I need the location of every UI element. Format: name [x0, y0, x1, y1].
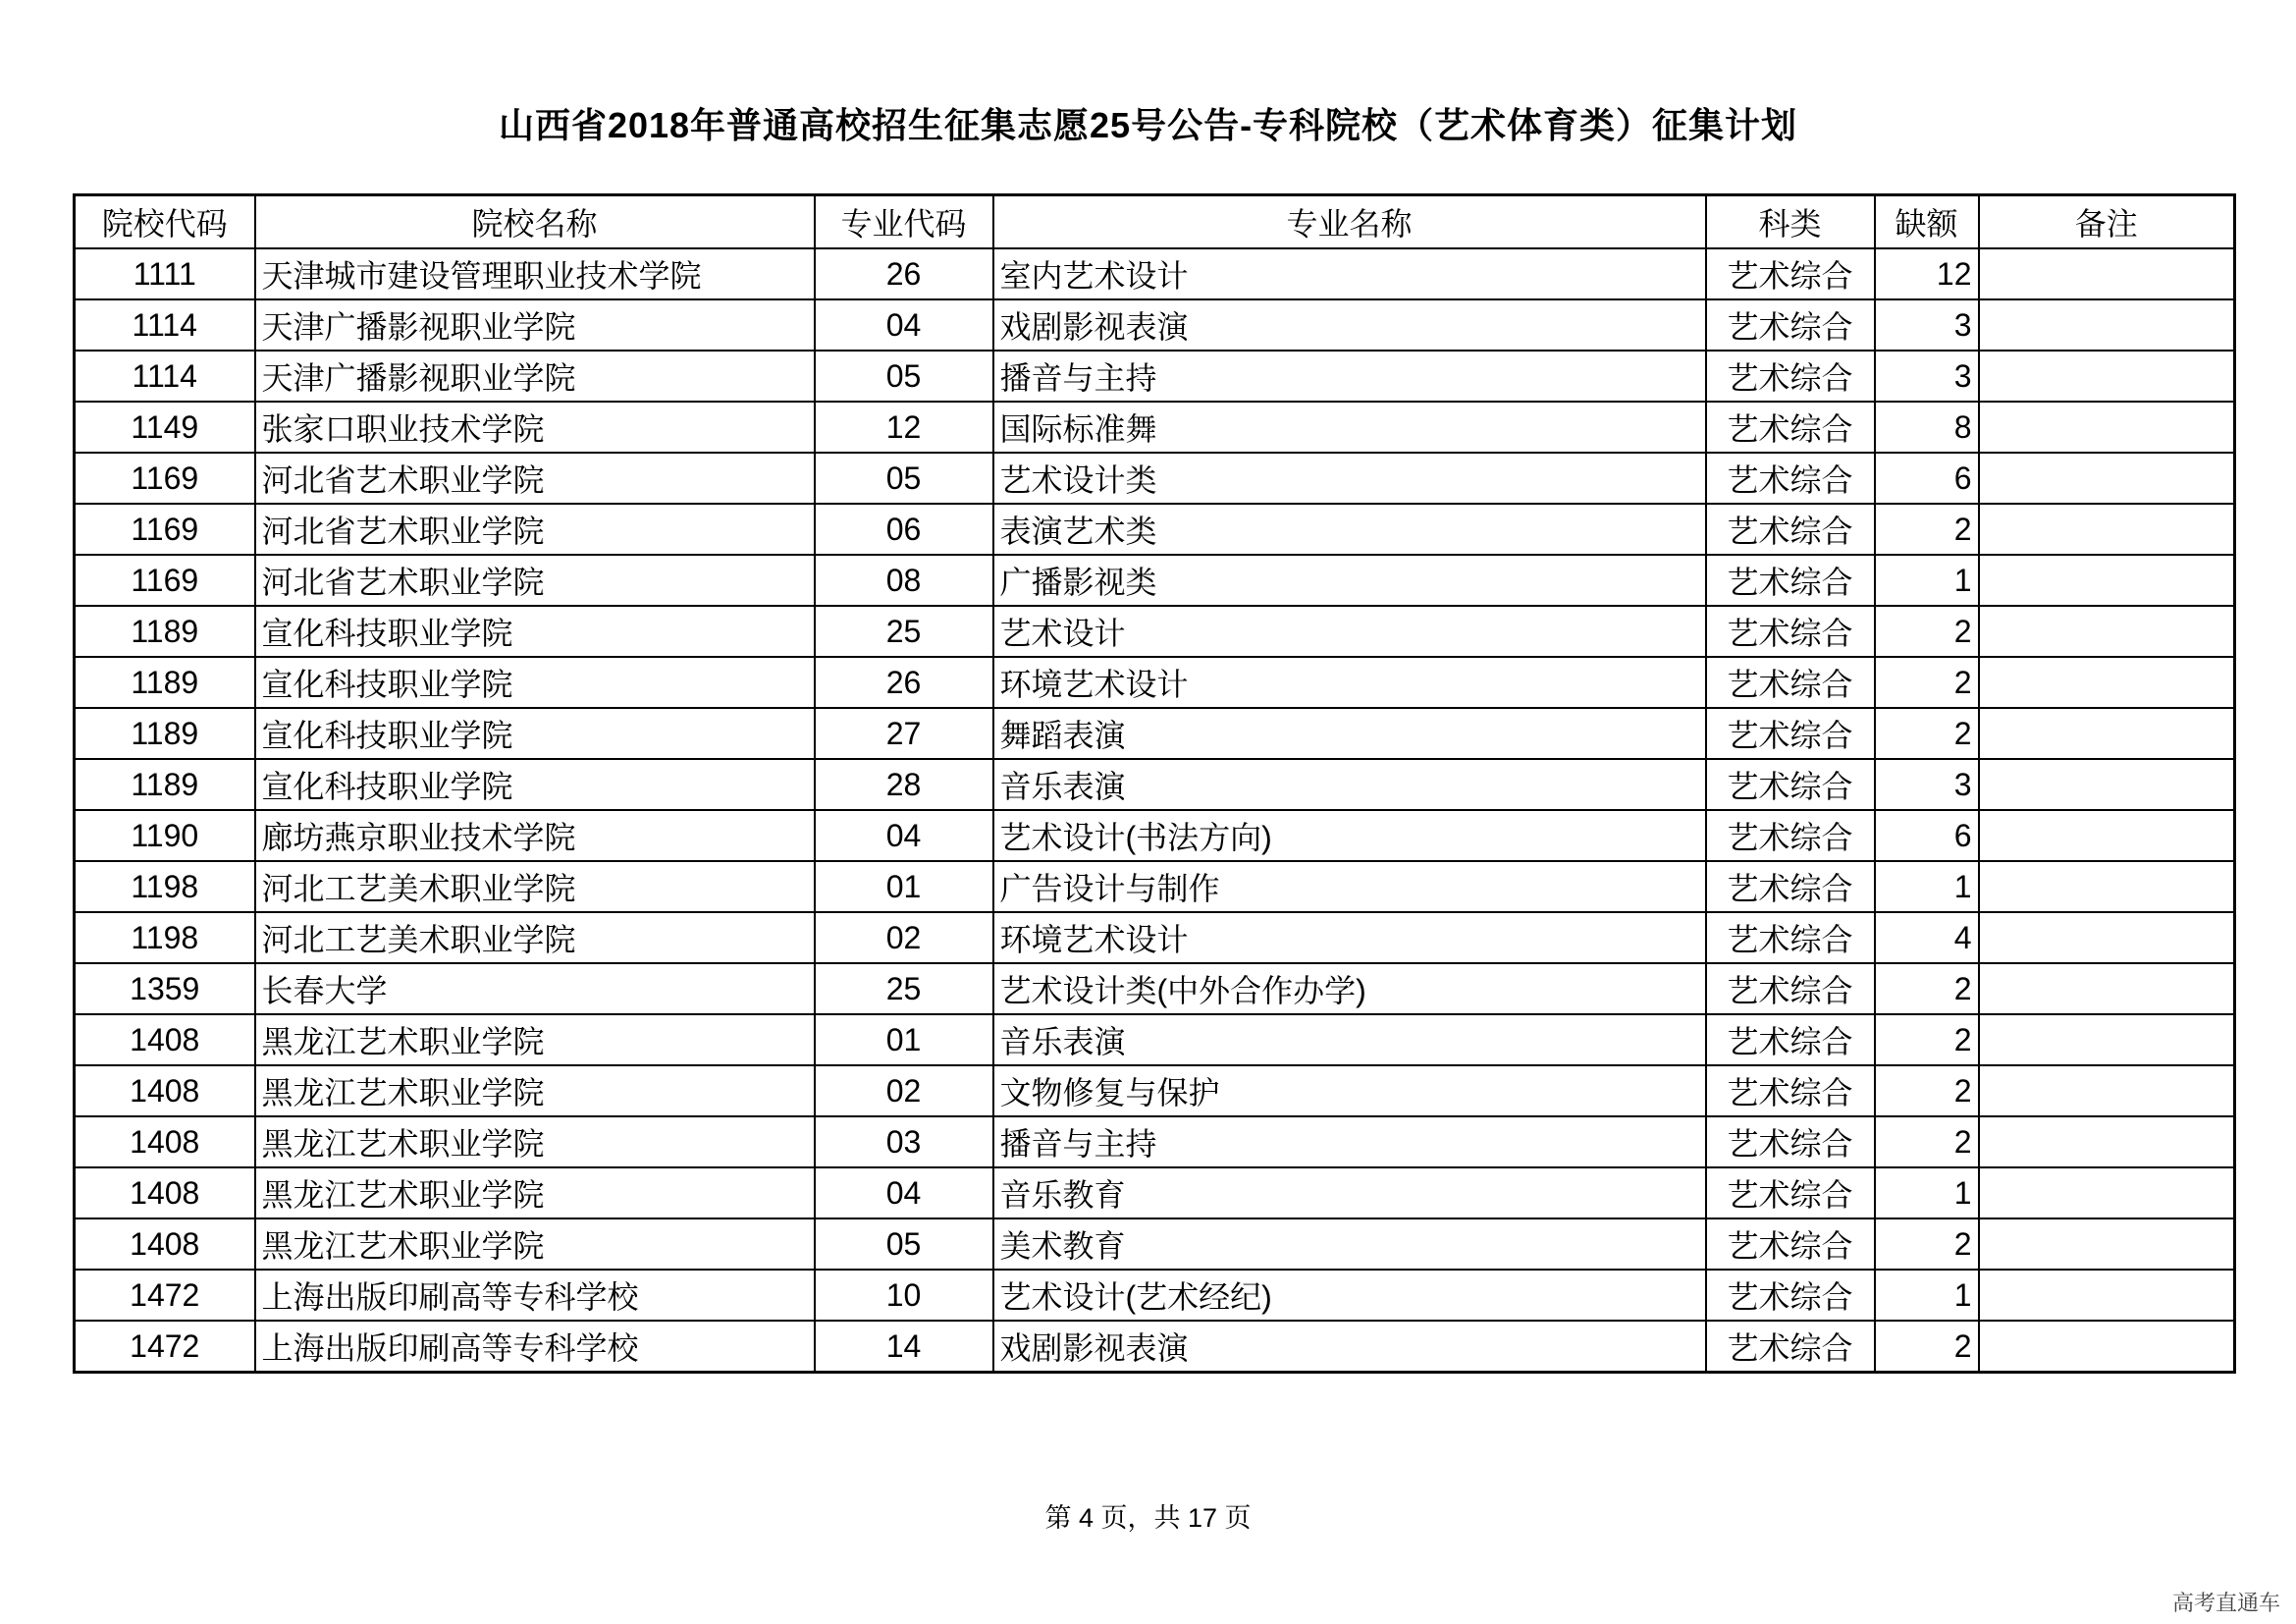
vacancy-cell: 6	[1875, 453, 1979, 504]
major-code-cell: 02	[815, 1065, 993, 1116]
school-name-cell: 宣化科技职业学院	[255, 657, 815, 708]
table-row	[75, 555, 2235, 606]
table-row	[75, 1270, 2235, 1321]
header-major-code: 专业代码	[815, 195, 993, 249]
school-code-cell: 1189	[75, 606, 255, 657]
school-name-cell: 天津广播影视职业学院	[255, 299, 815, 351]
category-cell: 艺术综合	[1706, 657, 1875, 708]
category-cell: 艺术综合	[1706, 963, 1875, 1014]
remarks-cell	[1979, 351, 2235, 402]
category-cell: 艺术综合	[1706, 1270, 1875, 1321]
category-cell: 艺术综合	[1706, 810, 1875, 861]
school-code-cell: 1198	[75, 861, 255, 912]
category-cell: 艺术综合	[1706, 504, 1875, 555]
vacancy-cell: 1	[1875, 555, 1979, 606]
table-row	[75, 963, 2235, 1014]
school-name-cell: 黑龙江艺术职业学院	[255, 1116, 815, 1167]
major-name-cell: 国际标准舞	[993, 402, 1706, 453]
remarks-cell	[1979, 963, 2235, 1014]
school-code-cell: 1169	[75, 555, 255, 606]
school-code-cell: 1408	[75, 1014, 255, 1065]
school-name-cell: 天津广播影视职业学院	[255, 351, 815, 402]
table-row	[75, 657, 2235, 708]
vacancy-cell: 8	[1875, 402, 1979, 453]
category-cell: 艺术综合	[1706, 453, 1875, 504]
school-code-cell: 1169	[75, 504, 255, 555]
school-name-cell: 黑龙江艺术职业学院	[255, 1167, 815, 1218]
category-cell: 艺术综合	[1706, 402, 1875, 453]
category-cell: 艺术综合	[1706, 861, 1875, 912]
school-name-cell: 河北省艺术职业学院	[255, 504, 815, 555]
remarks-cell	[1979, 1116, 2235, 1167]
page-title: 山西省2018年普通高校招生征集志愿25号公告-专科院校（艺术体育类）征集计划	[498, 105, 1798, 145]
school-name-cell: 天津城市建设管理职业技术学院	[255, 248, 815, 299]
category-cell: 艺术综合	[1706, 1218, 1875, 1270]
remarks-cell	[1979, 912, 2235, 963]
category-cell: 艺术综合	[1706, 1014, 1875, 1065]
header-major-name: 专业名称	[993, 195, 1706, 249]
vacancy-cell: 3	[1875, 759, 1979, 810]
major-code-cell: 05	[815, 1218, 993, 1270]
school-code-cell: 1472	[75, 1321, 255, 1373]
remarks-cell	[1979, 1065, 2235, 1116]
major-name-cell: 环境艺术设计	[993, 912, 1706, 963]
table-row	[75, 1065, 2235, 1116]
major-code-cell: 02	[815, 912, 993, 963]
table-row	[75, 402, 2235, 453]
major-name-cell: 音乐表演	[993, 1014, 1706, 1065]
school-code-cell: 1149	[75, 402, 255, 453]
table-row	[75, 1014, 2235, 1065]
school-code-cell: 1408	[75, 1116, 255, 1167]
watermark: 高考直通车	[2171, 1591, 2280, 1615]
category-cell: 艺术综合	[1706, 248, 1875, 299]
header-vacancy: 缺额	[1875, 195, 1979, 249]
remarks-cell	[1979, 555, 2235, 606]
school-code-cell: 1189	[75, 657, 255, 708]
school-name-cell: 河北工艺美术职业学院	[255, 861, 815, 912]
major-code-cell: 28	[815, 759, 993, 810]
school-name-cell: 长春大学	[255, 963, 815, 1014]
major-name-cell: 室内艺术设计	[993, 248, 1706, 299]
major-code-cell: 05	[815, 453, 993, 504]
table-row	[75, 759, 2235, 810]
remarks-cell	[1979, 1014, 2235, 1065]
major-code-cell: 04	[815, 810, 993, 861]
major-code-cell: 05	[815, 351, 993, 402]
remarks-cell	[1979, 810, 2235, 861]
major-code-cell: 26	[815, 657, 993, 708]
major-code-cell: 12	[815, 402, 993, 453]
major-name-cell: 艺术设计类(中外合作办学)	[993, 963, 1706, 1014]
major-name-cell: 广播影视类	[993, 555, 1706, 606]
major-code-cell: 10	[815, 1270, 993, 1321]
major-name-cell: 环境艺术设计	[993, 657, 1706, 708]
category-cell: 艺术综合	[1706, 1116, 1875, 1167]
major-code-cell: 03	[815, 1116, 993, 1167]
school-name-cell: 河北工艺美术职业学院	[255, 912, 815, 963]
header-category: 科类	[1706, 195, 1875, 249]
major-code-cell: 25	[815, 606, 993, 657]
major-name-cell: 音乐表演	[993, 759, 1706, 810]
major-code-cell: 01	[815, 861, 993, 912]
vacancy-cell: 2	[1875, 708, 1979, 759]
major-name-cell: 文物修复与保护	[993, 1065, 1706, 1116]
table-row	[75, 606, 2235, 657]
vacancy-cell: 3	[1875, 299, 1979, 351]
table-body	[75, 248, 2235, 1373]
category-cell: 艺术综合	[1706, 1167, 1875, 1218]
table-row	[75, 504, 2235, 555]
major-name-cell: 舞蹈表演	[993, 708, 1706, 759]
table-row	[75, 912, 2235, 963]
vacancy-cell: 1	[1875, 1270, 1979, 1321]
vacancy-cell: 2	[1875, 1065, 1979, 1116]
major-name-cell: 广告设计与制作	[993, 861, 1706, 912]
school-code-cell: 1111	[75, 248, 255, 299]
remarks-cell	[1979, 299, 2235, 351]
vacancy-cell: 2	[1875, 1014, 1979, 1065]
school-code-cell: 1359	[75, 963, 255, 1014]
remarks-cell	[1979, 248, 2235, 299]
major-code-cell: 04	[815, 1167, 993, 1218]
vacancy-cell: 2	[1875, 504, 1979, 555]
school-name-cell: 黑龙江艺术职业学院	[255, 1014, 815, 1065]
school-code-cell: 1408	[75, 1167, 255, 1218]
major-code-cell: 25	[815, 963, 993, 1014]
school-name-cell: 宣化科技职业学院	[255, 606, 815, 657]
table-row	[75, 351, 2235, 402]
category-cell: 艺术综合	[1706, 351, 1875, 402]
category-cell: 艺术综合	[1706, 759, 1875, 810]
major-name-cell: 戏剧影视表演	[993, 299, 1706, 351]
table-header-row	[75, 195, 2235, 249]
table-row	[75, 1321, 2235, 1373]
table-row	[75, 1116, 2235, 1167]
remarks-cell	[1979, 708, 2235, 759]
vacancy-cell: 12	[1875, 248, 1979, 299]
table-row	[75, 708, 2235, 759]
remarks-cell	[1979, 861, 2235, 912]
remarks-cell	[1979, 657, 2235, 708]
vacancy-cell: 2	[1875, 606, 1979, 657]
header-remarks: 备注	[1979, 195, 2235, 249]
category-cell: 艺术综合	[1706, 912, 1875, 963]
major-name-cell: 艺术设计(书法方向)	[993, 810, 1706, 861]
school-name-cell: 上海出版印刷高等专科学校	[255, 1270, 815, 1321]
vacancy-cell: 2	[1875, 1321, 1979, 1373]
table-row	[75, 299, 2235, 351]
major-name-cell: 艺术设计类	[993, 453, 1706, 504]
major-name-cell: 美术教育	[993, 1218, 1706, 1270]
school-name-cell: 上海出版印刷高等专科学校	[255, 1321, 815, 1373]
school-code-cell: 1169	[75, 453, 255, 504]
table-row	[75, 861, 2235, 912]
remarks-cell	[1979, 1167, 2235, 1218]
table-row	[75, 1167, 2235, 1218]
page-number: 第 4 页，共 17 页	[1044, 1503, 1252, 1533]
remarks-cell	[1979, 1270, 2235, 1321]
vacancy-cell: 1	[1875, 1167, 1979, 1218]
school-name-cell: 宣化科技职业学院	[255, 708, 815, 759]
school-code-cell: 1408	[75, 1218, 255, 1270]
vacancy-cell: 2	[1875, 963, 1979, 1014]
school-code-cell: 1408	[75, 1065, 255, 1116]
school-name-cell: 廊坊燕京职业技术学院	[255, 810, 815, 861]
vacancy-cell: 4	[1875, 912, 1979, 963]
vacancy-cell: 6	[1875, 810, 1979, 861]
remarks-cell	[1979, 1321, 2235, 1373]
major-code-cell: 27	[815, 708, 993, 759]
category-cell: 艺术综合	[1706, 606, 1875, 657]
remarks-cell	[1979, 1218, 2235, 1270]
table-row	[75, 453, 2235, 504]
remarks-cell	[1979, 504, 2235, 555]
major-name-cell: 表演艺术类	[993, 504, 1706, 555]
school-name-cell: 黑龙江艺术职业学院	[255, 1065, 815, 1116]
school-code-cell: 1189	[75, 759, 255, 810]
enrollment-plan-table	[73, 193, 2236, 1374]
table-row	[75, 1218, 2235, 1270]
major-code-cell: 01	[815, 1014, 993, 1065]
header-school-name: 院校名称	[255, 195, 815, 249]
category-cell: 艺术综合	[1706, 1065, 1875, 1116]
table-row	[75, 248, 2235, 299]
major-name-cell: 播音与主持	[993, 1116, 1706, 1167]
major-code-cell: 08	[815, 555, 993, 606]
major-code-cell: 26	[815, 248, 993, 299]
school-code-cell: 1190	[75, 810, 255, 861]
school-code-cell: 1114	[75, 299, 255, 351]
category-cell: 艺术综合	[1706, 708, 1875, 759]
category-cell: 艺术综合	[1706, 299, 1875, 351]
major-code-cell: 06	[815, 504, 993, 555]
major-code-cell: 14	[815, 1321, 993, 1373]
major-name-cell: 音乐教育	[993, 1167, 1706, 1218]
category-cell: 艺术综合	[1706, 1321, 1875, 1373]
table-row	[75, 810, 2235, 861]
vacancy-cell: 2	[1875, 1218, 1979, 1270]
major-name-cell: 戏剧影视表演	[993, 1321, 1706, 1373]
school-name-cell: 河北省艺术职业学院	[255, 453, 815, 504]
vacancy-cell: 1	[1875, 861, 1979, 912]
header-school-code: 院校代码	[75, 195, 255, 249]
major-code-cell: 04	[815, 299, 993, 351]
school-code-cell: 1472	[75, 1270, 255, 1321]
major-name-cell: 播音与主持	[993, 351, 1706, 402]
school-code-cell: 1198	[75, 912, 255, 963]
vacancy-cell: 3	[1875, 351, 1979, 402]
school-name-cell: 张家口职业技术学院	[255, 402, 815, 453]
school-name-cell: 宣化科技职业学院	[255, 759, 815, 810]
school-code-cell: 1189	[75, 708, 255, 759]
major-name-cell: 艺术设计(艺术经纪)	[993, 1270, 1706, 1321]
remarks-cell	[1979, 606, 2235, 657]
remarks-cell	[1979, 453, 2235, 504]
category-cell: 艺术综合	[1706, 555, 1875, 606]
school-name-cell: 黑龙江艺术职业学院	[255, 1218, 815, 1270]
major-name-cell: 艺术设计	[993, 606, 1706, 657]
school-name-cell: 河北省艺术职业学院	[255, 555, 815, 606]
vacancy-cell: 2	[1875, 1116, 1979, 1167]
remarks-cell	[1979, 759, 2235, 810]
remarks-cell	[1979, 402, 2235, 453]
school-code-cell: 1114	[75, 351, 255, 402]
vacancy-cell: 2	[1875, 657, 1979, 708]
